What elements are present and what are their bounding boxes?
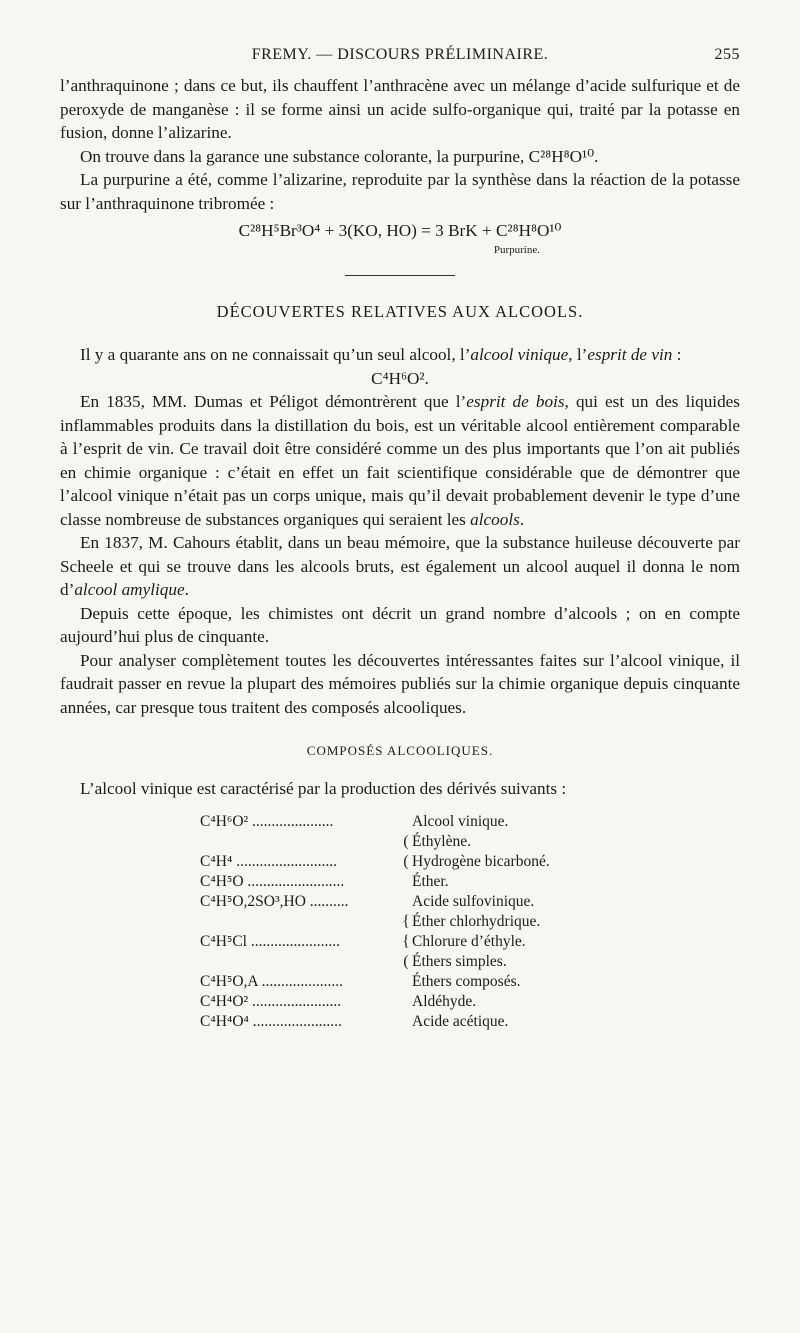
compound-formula <box>200 952 400 972</box>
paragraph-purpurine-garance: On trouve dans la garance une substance colorante, la purpurine, C²⁸H⁸O¹⁰. <box>80 146 599 166</box>
compound-name: Aldéhyde. <box>412 993 477 1010</box>
compound-name: Éthylène. <box>412 833 471 850</box>
italic-term: alcools <box>470 509 520 529</box>
compound-formula: C⁴H⁵O,2SO³,HO .......... <box>200 893 349 910</box>
compound-name: Acide acétique. <box>412 1013 509 1030</box>
table-row: C⁴H⁵Cl ....................... { Chlorure d’éthyle. <box>200 933 526 950</box>
text-run: . <box>519 509 525 529</box>
paragraph-depuis-cette-epoque: Depuis cette époque, les chimistes ont décrit un grand nombre d’alcools ; on en compte aujourd’hui plus de cinquante. <box>60 603 740 646</box>
compound-name: Éther chlorhydrique. <box>412 913 541 930</box>
compound-name: Éthers composés. <box>412 973 521 990</box>
compound-name: Éthers simples. <box>412 953 507 970</box>
compound-formula <box>200 832 400 852</box>
table-row <box>200 872 740 892</box>
compound-name: Hydrogène bicarboné. <box>412 853 550 870</box>
paragraph-cahours <box>60 531 740 602</box>
text-run: . <box>184 580 189 599</box>
table-row: ( Éthers simples. <box>200 952 740 972</box>
table-row <box>200 1012 740 1032</box>
section-heading: DÉCOUVERTES RELATIVES AUX ALCOOLS. <box>216 301 584 321</box>
compound-name: Alcool vinique. <box>412 813 509 830</box>
equation-note: Purpurine. <box>493 243 540 256</box>
italic-term: esprit de bois <box>466 392 565 411</box>
compound-formula: C⁴H⁶O² ..................... <box>200 813 334 830</box>
compound-formula: C⁴H⁴ .......................... <box>200 853 337 870</box>
table-row: C⁴H⁴ .......................... ( Hydrogène bicarboné. <box>200 853 550 870</box>
paragraph-alcool-vinique-derives: L’alcool vinique est caractérisé par la production des dérivés suivants : <box>80 778 567 798</box>
text-run: En 1837, M. Cahours établit, dans un beau mémoire, que la substance huileuse découverte par Scheele et qui se trouve dans les alcools bruts, est également un alcool auquel il donna le nom d’ <box>60 533 740 599</box>
compound-formula: C⁴H⁴O⁴ ....................... <box>200 1013 342 1030</box>
paragraph-dumas-peligot <box>60 390 740 531</box>
running-header <box>60 46 740 70</box>
page-body <box>60 74 740 1032</box>
page-number: 255 <box>714 46 740 63</box>
text-run: En 1835, MM. Dumas et Péligot démontrèrent que l’ <box>80 392 467 411</box>
table-row <box>200 972 740 992</box>
paragraph-pour-analyser: Pour analyser complètement toutes les découvertes intéressantes faites sur l’alcool vinique, il faudrait passer en revue la plupart des mémoires publiés sur la chimie organique depuis cinquante années, car presque tous traitent des composés alcooliques. <box>60 650 740 717</box>
text-run: , qui est un des liquides inflammables produits dans la distillation du bois, est un véritable alcool entièrement comparable à l’esprit de vin. Ce travail doit être considéré comme un des plus importants que l’on ait publiés en chimie organique : c’était en effet un fait scientifique considérable que de démontrer que l’alcool vinique n’était pas un corps unique, mais qu’il devait probablement devenir le type d’une classe nombreuse de substances organiques qui seraient les <box>60 392 740 529</box>
text-run: , l’ <box>568 345 588 364</box>
table-row: ( Éthylène. <box>200 832 740 852</box>
paragraph-anthraquinone: l’anthraquinone ; dans ce but, ils chauffent l’anthracène avec un mélange d’acide sulfurique et de peroxyde de manganèse : il se forme ainsi un acide sulfo-organique qui, traité par la potasse en fusion, donne l’alizarine. <box>60 76 740 142</box>
text-run: : <box>672 345 682 364</box>
paragraph-purpurine-synthese: La purpurine a été, comme l’alizarine, reproduite par la synthèse dans la réaction de la potasse sur l’anthraquinone tribromée : <box>60 170 740 213</box>
table-row <box>200 812 740 832</box>
compound-formula: C⁴H⁵O,A ..................... <box>200 973 343 990</box>
chemical-equation: C²⁸H⁵Br³O⁴ + 3(KO, HO) = 3 BrK + C²⁸H⁸O¹⁰ <box>238 221 562 240</box>
compounds-table <box>200 812 740 1032</box>
compound-formula: C⁴H⁵Cl ....................... <box>200 933 340 950</box>
compound-name: Éther. <box>412 873 449 890</box>
compound-name: Chlorure d’éthyle. <box>412 933 526 950</box>
table-row: { Éther chlorhydrique. <box>200 912 740 932</box>
compound-name: Acide sulfovinique. <box>412 893 535 910</box>
text-run: Il y a quarante ans on ne connaissait qu’un seul alcool, l’ <box>80 345 471 364</box>
table-row <box>200 892 740 912</box>
section-divider <box>345 275 455 276</box>
running-title: FREMY. — DISCOURS PRÉLIMINAIRE. <box>251 46 549 63</box>
italic-term: alcool amylique <box>74 580 185 599</box>
subsection-heading: COMPOSÉS ALCOOLIQUES. <box>306 743 494 758</box>
compound-formula: C⁴H⁵O ......................... <box>200 873 345 890</box>
compound-formula <box>200 912 400 932</box>
italic-term: alcool vinique <box>470 345 569 364</box>
italic-term: esprit de vin <box>587 345 673 364</box>
table-row <box>200 992 740 1012</box>
paragraph-quarante-ans <box>60 343 740 367</box>
formula-alcool-vinique: C⁴H⁶O². <box>371 368 429 388</box>
compound-formula: C⁴H⁴O² ....................... <box>200 993 342 1010</box>
